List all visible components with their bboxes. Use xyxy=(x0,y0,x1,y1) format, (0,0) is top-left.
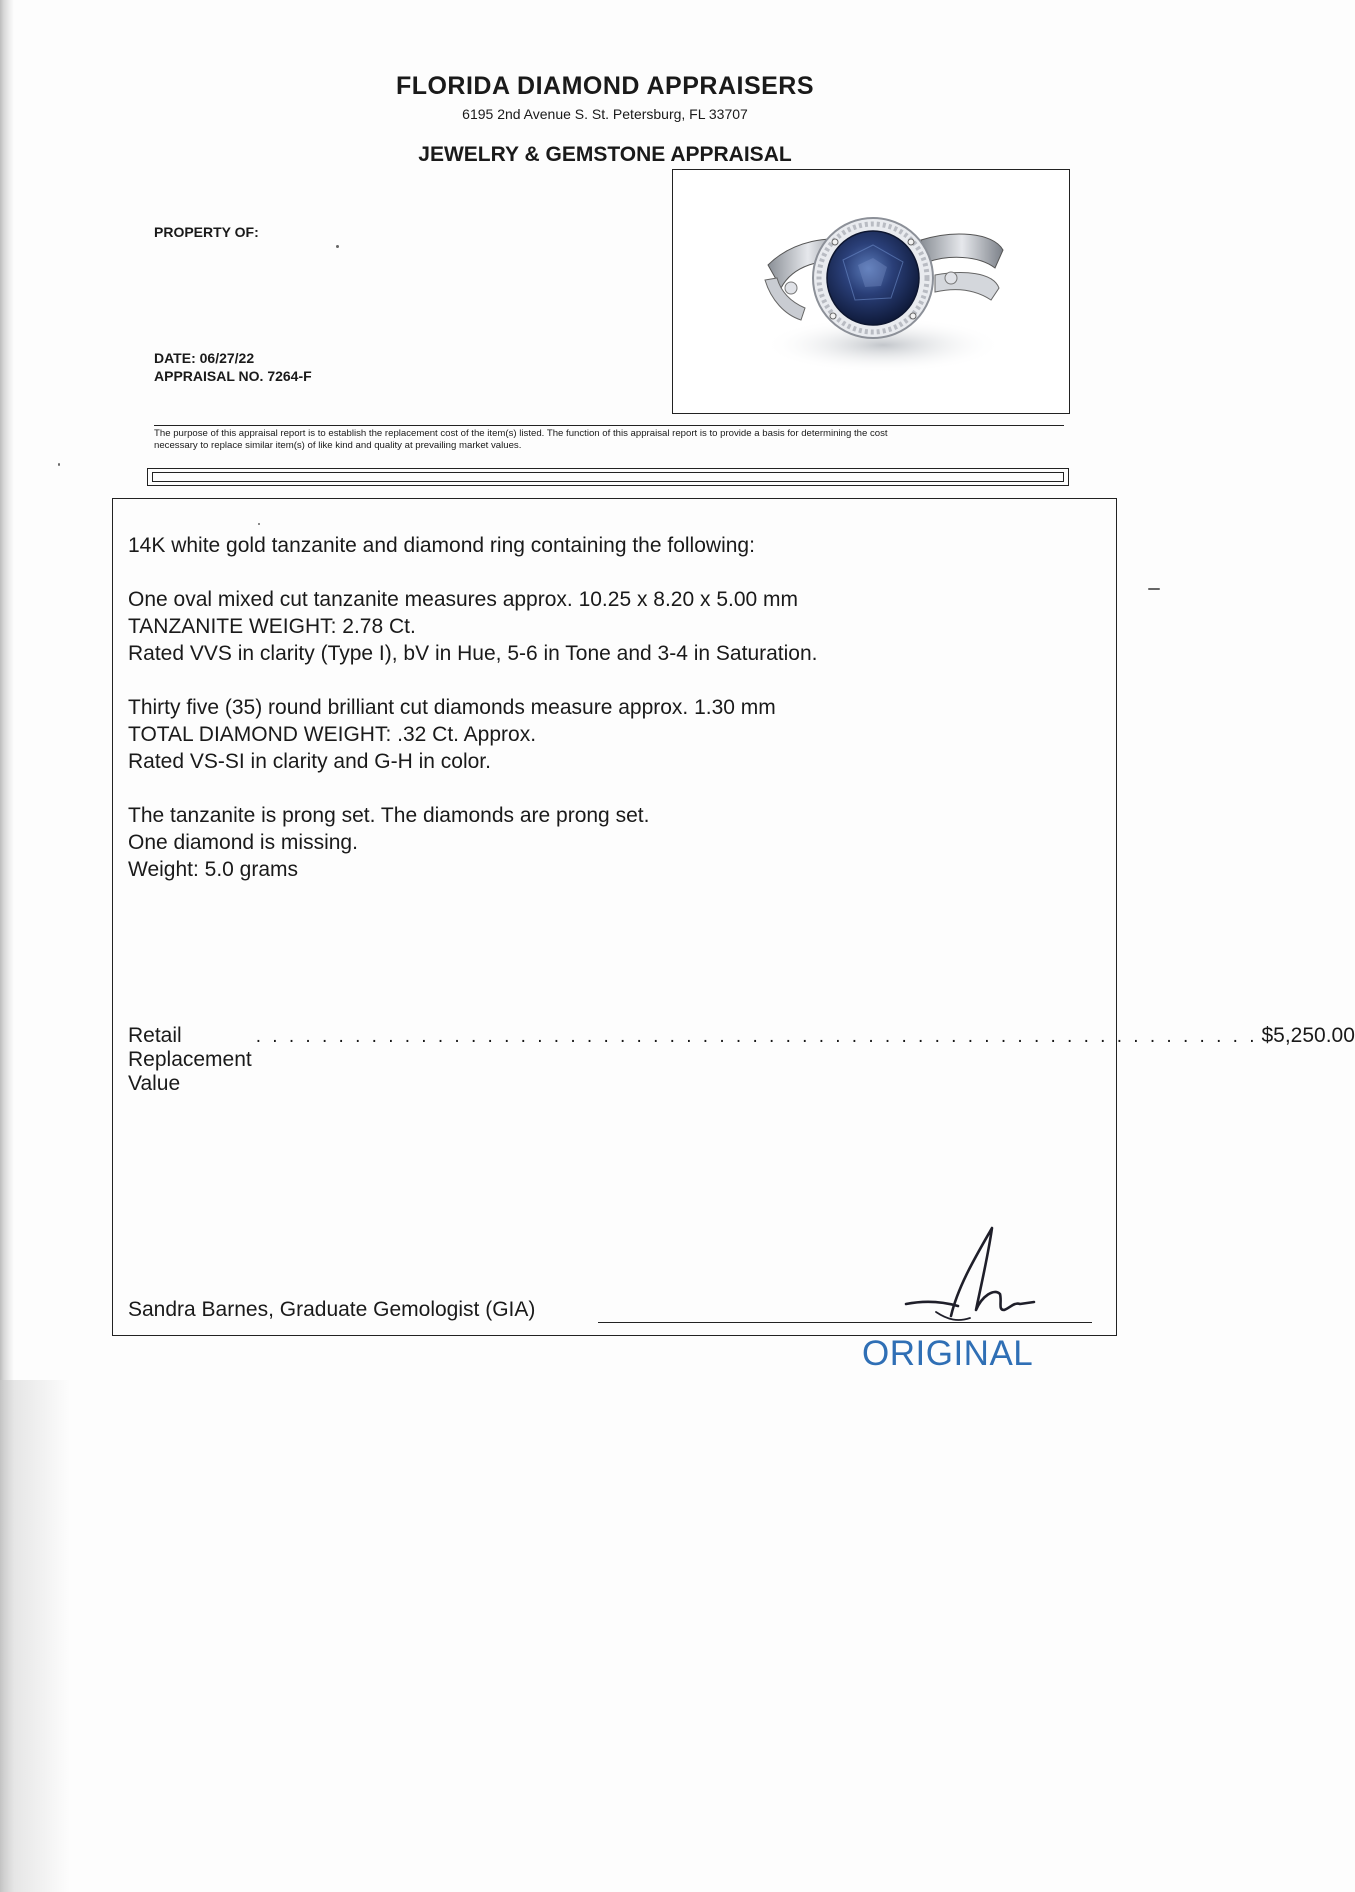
appraiser-name: Sandra Barnes, Graduate Gemologist (GIA) xyxy=(128,1298,536,1321)
double-rule-bar xyxy=(147,468,1069,486)
date-label: DATE: xyxy=(154,350,196,366)
tanzanite-weight: TANZANITE WEIGHT: 2.78 Ct. xyxy=(128,615,416,638)
appraisal-number-field xyxy=(154,368,312,384)
company-address: 6195 2nd Avenue S. St. Petersburg, FL 33707 xyxy=(462,106,748,122)
missing-stone-note: One diamond is missing. xyxy=(128,831,358,854)
item-description: 14K white gold tanzanite and diamond ring containing the following: xyxy=(128,534,755,557)
replacement-value-label: Retail Replacement Value xyxy=(128,1024,252,1095)
diamond-measurements: Thirty five (35) round brilliant cut diamonds measure approx. 1.30 mm xyxy=(128,696,776,719)
scan-speck xyxy=(58,463,60,466)
purpose-statement xyxy=(154,425,1064,452)
diamond-grading: Rated VS-SI in clarity and G-H in color. xyxy=(128,750,491,773)
setting-description: The tanzanite is prong set. The diamonds are prong set. xyxy=(128,804,650,827)
appraisal-number-label: APPRAISAL NO. xyxy=(154,368,264,384)
diamond-weight: TOTAL DIAMOND WEIGHT: .32 Ct. Approx. xyxy=(128,723,537,746)
company-name: FLORIDA DIAMOND APPRAISERS xyxy=(395,72,815,100)
scan-speck xyxy=(258,523,260,525)
handwritten-signature xyxy=(896,1226,1046,1336)
purpose-line-1: The purpose of this appraisal report is to establish the replacement cost of the item(s) listed. The function of this appraisal report is to provide a basis for determining the cost xyxy=(154,428,888,439)
replacement-value-row xyxy=(128,1024,1355,1096)
date-field xyxy=(154,350,254,366)
ring-photo-frame xyxy=(672,169,1070,414)
tanzanite-grading: Rated VVS in clarity (Type I), bV in Hue, 5-6 in Tone and 3-4 in Saturation. xyxy=(128,642,818,665)
leader-dots: . . . . . . . . . . . . . . . . . . . . . . . . . . . . . . . . . . . . . . . . . . . . . . . . . . . . . . . . . . . . . xyxy=(255,1026,1258,1047)
scan-speck xyxy=(1148,588,1160,590)
appraisal-number-value: 7264-F xyxy=(267,368,312,384)
ring-photo xyxy=(673,170,1069,413)
purpose-line-2: necessary to replace similar item(s) of like kind and quality at prevailing market values. xyxy=(154,440,522,451)
tanzanite-measurements: One oval mixed cut tanzanite measures approx. 10.25 x 8.20 x 5.00 mm xyxy=(128,588,799,611)
property-of-label: PROPERTY OF: xyxy=(154,224,259,240)
scan-shadow-lower xyxy=(0,1380,70,1892)
total-weight: Weight: 5.0 grams xyxy=(128,858,299,881)
report-title: JEWELRY & GEMSTONE APPRAISAL xyxy=(418,143,792,166)
scan-speck xyxy=(336,245,339,248)
original-stamp: ORIGINAL xyxy=(862,1334,1034,1373)
replacement-value-amount: $5,250.00 xyxy=(1261,1024,1355,1047)
date-value: 06/27/22 xyxy=(199,350,255,366)
